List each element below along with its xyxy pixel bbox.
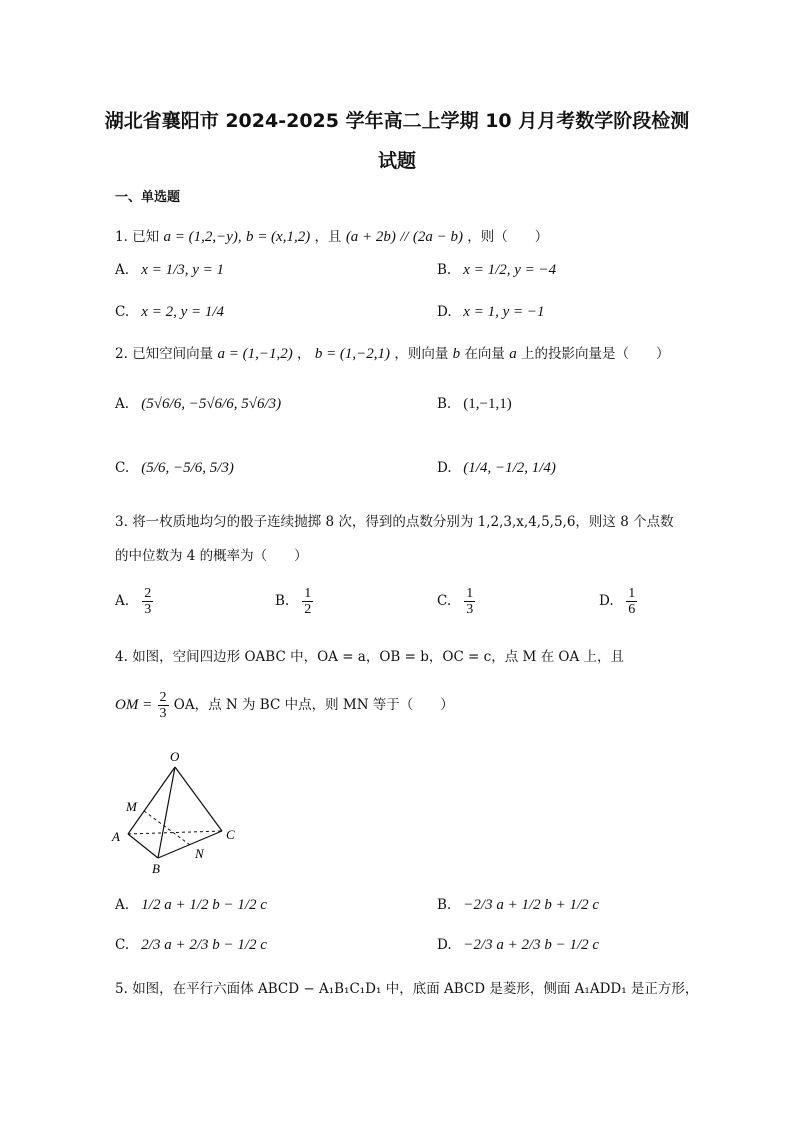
page-title-line1: 湖北省襄阳市 2024-2025 学年高二上学期 10 月月考数学阶段检测 — [104, 110, 690, 132]
vector-a-symbol: a — [509, 346, 517, 362]
question-number: 2. — [115, 346, 128, 362]
option-label: A. — [115, 897, 130, 913]
q3-option-d[interactable] — [599, 586, 638, 617]
question-4-line-1 — [115, 648, 624, 666]
question-3-line-2: 的中位数为 4 的概率为（ ） — [115, 548, 308, 564]
label-o: O — [170, 749, 180, 764]
question-text: 在向量 — [464, 346, 505, 362]
q3-option-a[interactable] — [115, 586, 154, 617]
option-text: (1,−1,1) — [463, 396, 512, 412]
fraction-denominator: 3 — [159, 706, 167, 721]
q2-option-c[interactable] — [115, 460, 234, 477]
vector-a-definition: a = (1,−1,2) — [217, 346, 293, 362]
label-m: M — [126, 799, 137, 814]
option-label: C. — [115, 304, 130, 320]
vector-b-symbol: b — [452, 346, 461, 362]
option-label: D. — [437, 304, 452, 320]
edge-ob — [158, 767, 175, 858]
option-label: D. — [599, 593, 614, 609]
question-1 — [115, 228, 548, 246]
fraction-denominator: 2 — [304, 602, 312, 617]
fraction-numerator: 1 — [628, 586, 636, 601]
option-fraction — [302, 586, 313, 617]
q4-option-d[interactable] — [437, 937, 599, 954]
question-number: 3. — [115, 514, 128, 530]
question-text: OA，点 N 为 BC 中点，则 MN 等于（ ） — [173, 697, 454, 713]
question-text: ， — [297, 346, 311, 362]
option-text: (1/4, −1/2, 1/4) — [463, 460, 556, 476]
option-text: (5√6/6, −5√6/6, 5√6/3) — [141, 396, 282, 412]
q1-option-d[interactable] — [437, 304, 544, 321]
vector-om: OM = — [115, 697, 153, 713]
q2-option-a[interactable] — [115, 396, 281, 413]
fraction-numerator: 2 — [144, 586, 152, 601]
question-text: ，且 — [314, 229, 342, 245]
page-title-line2: 试题 — [377, 150, 416, 172]
vector-a-definition: a = (1,2,−y), — [163, 229, 242, 245]
segment-mn-hidden — [144, 811, 190, 845]
fraction — [158, 690, 169, 721]
option-label: B. — [437, 262, 452, 278]
question-5 — [115, 980, 698, 998]
option-fraction — [464, 586, 475, 617]
option-text: x = 1/3, y = 1 — [141, 262, 225, 278]
q3-option-c[interactable] — [437, 586, 476, 617]
q2-option-b[interactable] — [437, 396, 512, 413]
question-text: 如图，空间四边形 OABC 中，OA = a，OB = b，OC = c，点 M 在 OA 上，且 — [132, 649, 625, 665]
option-label: B. — [437, 396, 452, 412]
label-c: C — [226, 827, 235, 842]
option-label: D. — [437, 937, 452, 953]
option-label: A. — [115, 262, 130, 278]
option-text: x = 2, y = 1/4 — [141, 304, 225, 320]
vector-b-definition: b = (1,−2,1) — [314, 346, 391, 362]
q1-option-b[interactable] — [437, 262, 556, 279]
fraction-denominator: 3 — [466, 602, 474, 617]
question-number: 4. — [115, 649, 128, 665]
option-text: 2/3 a + 2/3 b − 1/2 c — [141, 937, 267, 953]
label-a: A — [112, 829, 120, 844]
parallel-left-vector: (a + 2b) — [345, 229, 396, 245]
option-label: B. — [275, 593, 290, 609]
fraction-denominator: 6 — [628, 602, 636, 617]
option-label: A. — [115, 396, 130, 412]
question-text: 已知 — [132, 229, 160, 245]
tetrahedron-figure — [110, 745, 250, 880]
question-text: ，则（ ） — [467, 229, 549, 245]
question-text: 上的投影向量是（ ） — [521, 346, 670, 362]
question-2 — [115, 345, 670, 363]
parallel-symbol: // — [400, 229, 409, 245]
vector-b-definition: b = (x,1,2) — [245, 229, 311, 245]
option-label: A. — [115, 593, 130, 609]
option-label: B. — [437, 897, 452, 913]
label-n: N — [195, 846, 204, 861]
question-text: 将一枚质地均匀的骰子连续抛掷 8 次，得到的点数分别为 1,2,3,x,4,5,5,6，则这 8 个点数 — [132, 514, 674, 530]
edge-oc — [175, 767, 222, 831]
q4-option-b[interactable] — [437, 897, 599, 914]
section-heading: 一、单选题 — [115, 190, 181, 205]
label-b: B — [152, 861, 160, 876]
question-text: 已知空间向量 — [132, 346, 214, 362]
option-fraction — [142, 586, 153, 617]
q2-option-d[interactable] — [437, 460, 556, 477]
option-label: D. — [437, 460, 452, 476]
question-3-line-1 — [115, 513, 674, 531]
option-text: −2/3 a + 1/2 b + 1/2 c — [463, 897, 600, 913]
option-label: C. — [115, 460, 130, 476]
question-text: ，则向量 — [394, 346, 449, 362]
parallel-right-vector: (2a − b) — [412, 229, 463, 245]
q4-option-c[interactable] — [115, 937, 267, 954]
option-text: x = 1/2, y = −4 — [463, 262, 557, 278]
question-number: 1. — [115, 229, 128, 245]
option-text: −2/3 a + 2/3 b − 1/2 c — [463, 937, 600, 953]
q1-option-a[interactable] — [115, 262, 224, 279]
question-text: 如图，在平行六面体 ABCD − A₁B₁C₁D₁ 中，底面 ABCD 是菱形，侧面 A₁ADD₁ 是正方形， — [132, 981, 699, 997]
question-4-line-2 — [115, 690, 454, 721]
fraction-denominator: 3 — [144, 602, 152, 617]
question-number: 5. — [115, 981, 128, 997]
edge-ab — [128, 834, 158, 858]
q3-option-b[interactable] — [275, 586, 314, 617]
fraction-numerator: 1 — [304, 586, 312, 601]
option-text: 1/2 a + 1/2 b − 1/2 c — [141, 897, 267, 913]
option-text: x = 1, y = −1 — [463, 304, 545, 320]
fraction-numerator: 1 — [466, 586, 474, 601]
fraction-numerator: 2 — [159, 690, 167, 705]
option-label: C. — [115, 937, 130, 953]
option-label: C. — [437, 593, 452, 609]
q1-option-c[interactable] — [115, 304, 224, 321]
option-fraction — [626, 586, 637, 617]
option-text: (5/6, −5/6, 5/3) — [141, 460, 234, 476]
q4-option-a[interactable] — [115, 897, 267, 914]
